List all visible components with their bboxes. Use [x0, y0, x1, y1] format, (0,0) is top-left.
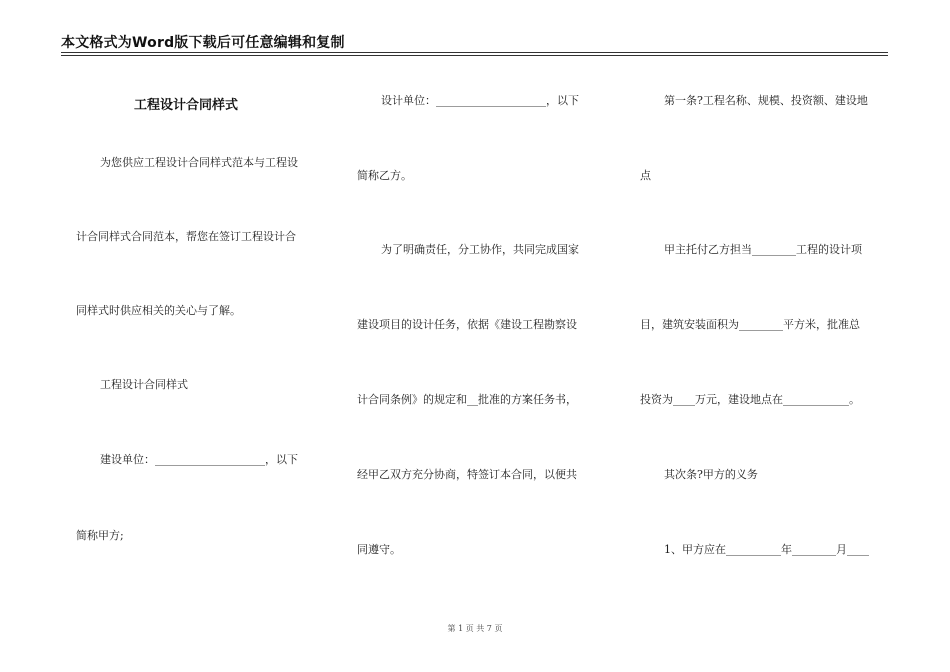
paragraph-line: 点 — [640, 169, 651, 182]
section-heading: 工程设计合同样式 — [100, 378, 188, 391]
page-number: 第 1 页 共 7 页 — [447, 624, 503, 633]
text-column-2 — [357, 0, 617, 672]
paragraph-line: 计合同样式合同范本，帮您在签订工程设计合 — [76, 230, 296, 243]
section-heading: 其次条?甲方的义务 — [664, 468, 758, 481]
paragraph-line: 设计单位：____________________，以下 — [381, 94, 579, 107]
paragraph-line: 同遵守。 — [357, 543, 401, 556]
text-column-3 — [640, 0, 900, 672]
paragraph-line: 投资为____万元，建设地点在____________。 — [640, 393, 860, 406]
paragraph-line: 目，建筑安装面积为________平方米，批准总 — [640, 318, 860, 331]
paragraph-line: 简称乙方。 — [357, 169, 412, 182]
paragraph-line: 简称甲方; — [76, 529, 124, 542]
paragraph-line: 计合同条例》的规定和__批准的方案任务书， — [357, 393, 577, 406]
paragraph-line: 同样式时供应相关的关心与了解。 — [76, 304, 241, 317]
paragraph-line: 为了明确责任，分工协作，共同完成国家 — [381, 243, 579, 256]
document-banner: 本文格式为Word版下载后可任意编辑和复制 — [61, 35, 345, 51]
paragraph-line: 甲主托付乙方担当________工程的设计项 — [664, 243, 862, 256]
paragraph-line: 建设项目的设计任务，依据《建设工程勘察设 — [357, 318, 577, 331]
paragraph-line: 建设单位：____________________，以下 — [100, 453, 298, 466]
paragraph-line: 为您供应工程设计合同样式范本与工程设 — [100, 156, 298, 169]
text-column-1 — [76, 0, 336, 672]
document-title: 工程设计合同样式 — [134, 98, 239, 113]
paragraph-line: 1、甲方应在__________年________月____ — [664, 543, 869, 556]
paragraph-line: 第一条?工程名称、规模、投资额、建设地 — [664, 94, 868, 107]
paragraph-line: 经甲乙双方充分协商，特签订本合同，以便共 — [357, 468, 577, 481]
